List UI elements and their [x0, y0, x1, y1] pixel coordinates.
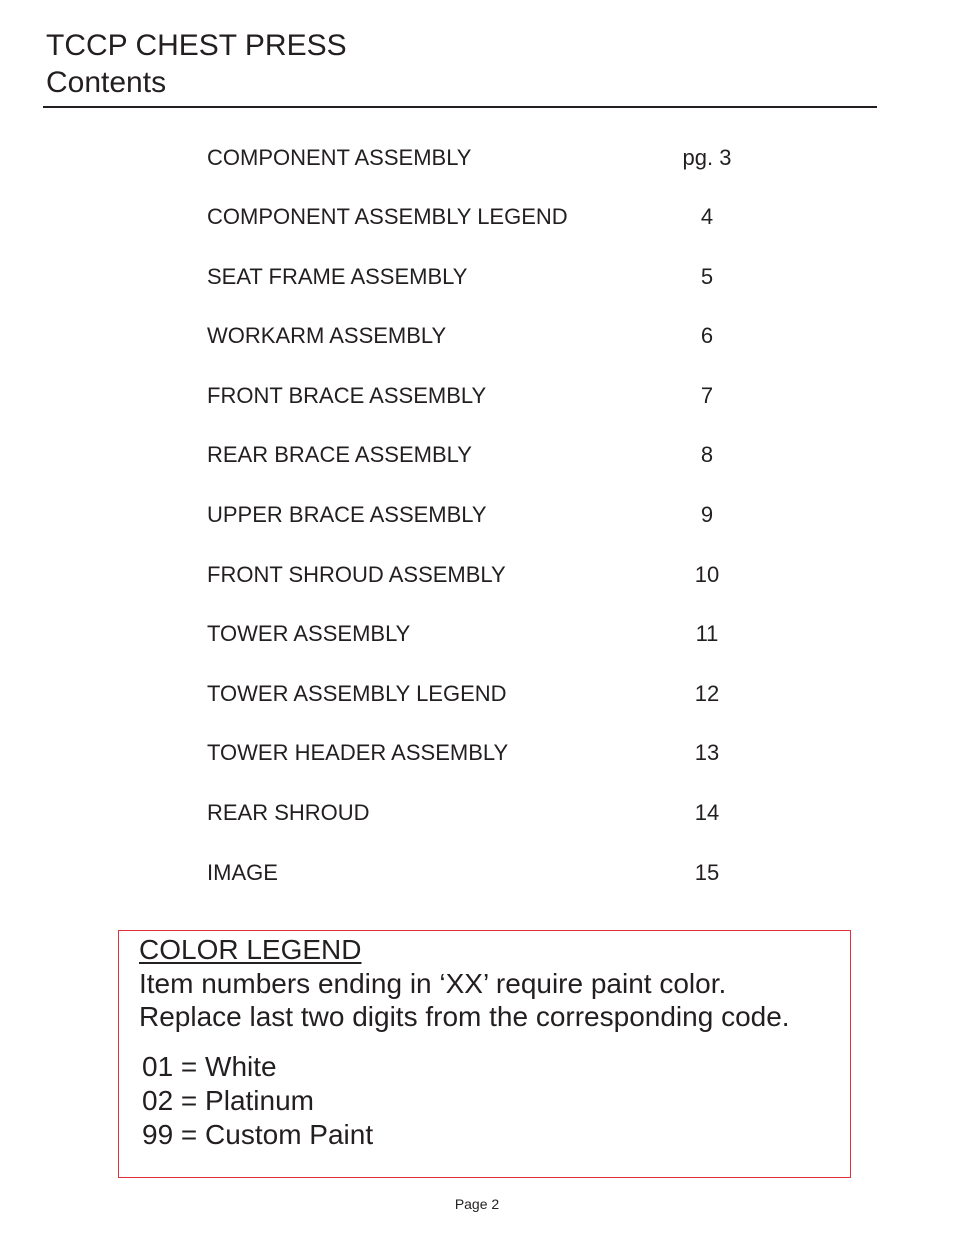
toc-entry-page: 7	[700, 383, 714, 408]
toc-entry[interactable]	[207, 321, 767, 351]
toc-entry-page: 9	[700, 502, 714, 527]
color-legend-heading: COLOR LEGEND	[139, 934, 362, 965]
toc-entry-label: TOWER ASSEMBLY LEGEND	[207, 681, 507, 706]
color-code-platinum: 02 = Platinum	[142, 1085, 314, 1116]
toc-entry-page: pg. 3	[682, 145, 732, 170]
toc-entry[interactable]	[207, 500, 767, 530]
toc-entry[interactable]	[207, 262, 767, 292]
toc-entry-label: COMPONENT ASSEMBLY	[207, 145, 472, 170]
toc-entry[interactable]	[207, 679, 767, 709]
color-legend-instruction: Replace last two digits from the corresponding code.	[139, 1001, 790, 1032]
toc-entry-page: 15	[694, 860, 720, 885]
toc-entry-page: 12	[694, 681, 720, 706]
toc-entry-page: 14	[694, 800, 720, 825]
toc-entry[interactable]	[207, 202, 767, 232]
toc-entry-label: TOWER ASSEMBLY	[207, 621, 411, 646]
toc-entry[interactable]	[207, 381, 767, 411]
toc-entry-page: 8	[700, 442, 714, 467]
section-title: Contents	[46, 66, 167, 99]
toc-entry-page: 13	[694, 740, 720, 765]
toc-entry-page: 4	[700, 204, 714, 229]
color-legend-box	[118, 930, 851, 1178]
toc-entry[interactable]	[207, 143, 767, 173]
color-code-custom-paint: 99 = Custom Paint	[142, 1119, 374, 1150]
toc-entry[interactable]	[207, 798, 767, 828]
toc-entry-label: WORKARM ASSEMBLY	[207, 323, 447, 348]
toc-entry[interactable]	[207, 858, 767, 888]
toc-entry[interactable]	[207, 738, 767, 768]
toc-entry-label: UPPER BRACE ASSEMBLY	[207, 502, 487, 527]
toc-entry-label: TOWER HEADER ASSEMBLY	[207, 740, 509, 765]
color-legend-instruction: Item numbers ending in ‘XX’ require paint color.	[139, 968, 727, 999]
toc-entry-label: FRONT BRACE ASSEMBLY	[207, 383, 487, 408]
toc-entry[interactable]	[207, 560, 767, 590]
toc-entry-label: REAR SHROUD	[207, 800, 370, 825]
toc-entry-page: 6	[700, 323, 714, 348]
page-number: Page 2	[454, 1196, 500, 1212]
header-divider	[43, 106, 877, 108]
toc-entry-page: 5	[700, 264, 714, 289]
toc-entry-page: 10	[694, 562, 720, 587]
color-code-white: 01 = White	[142, 1051, 277, 1082]
document-title: TCCP CHEST PRESS	[46, 29, 347, 62]
toc-entry-label: REAR BRACE ASSEMBLY	[207, 442, 472, 467]
toc-entry-label: FRONT SHROUD ASSEMBLY	[207, 562, 506, 587]
toc-entry-label: SEAT FRAME ASSEMBLY	[207, 264, 468, 289]
toc-entry-label: IMAGE	[207, 860, 278, 885]
toc-entry[interactable]	[207, 619, 767, 649]
toc-entry-label: COMPONENT ASSEMBLY LEGEND	[207, 204, 568, 229]
toc-entry-page: 11	[695, 621, 719, 646]
toc-entry[interactable]	[207, 440, 767, 470]
